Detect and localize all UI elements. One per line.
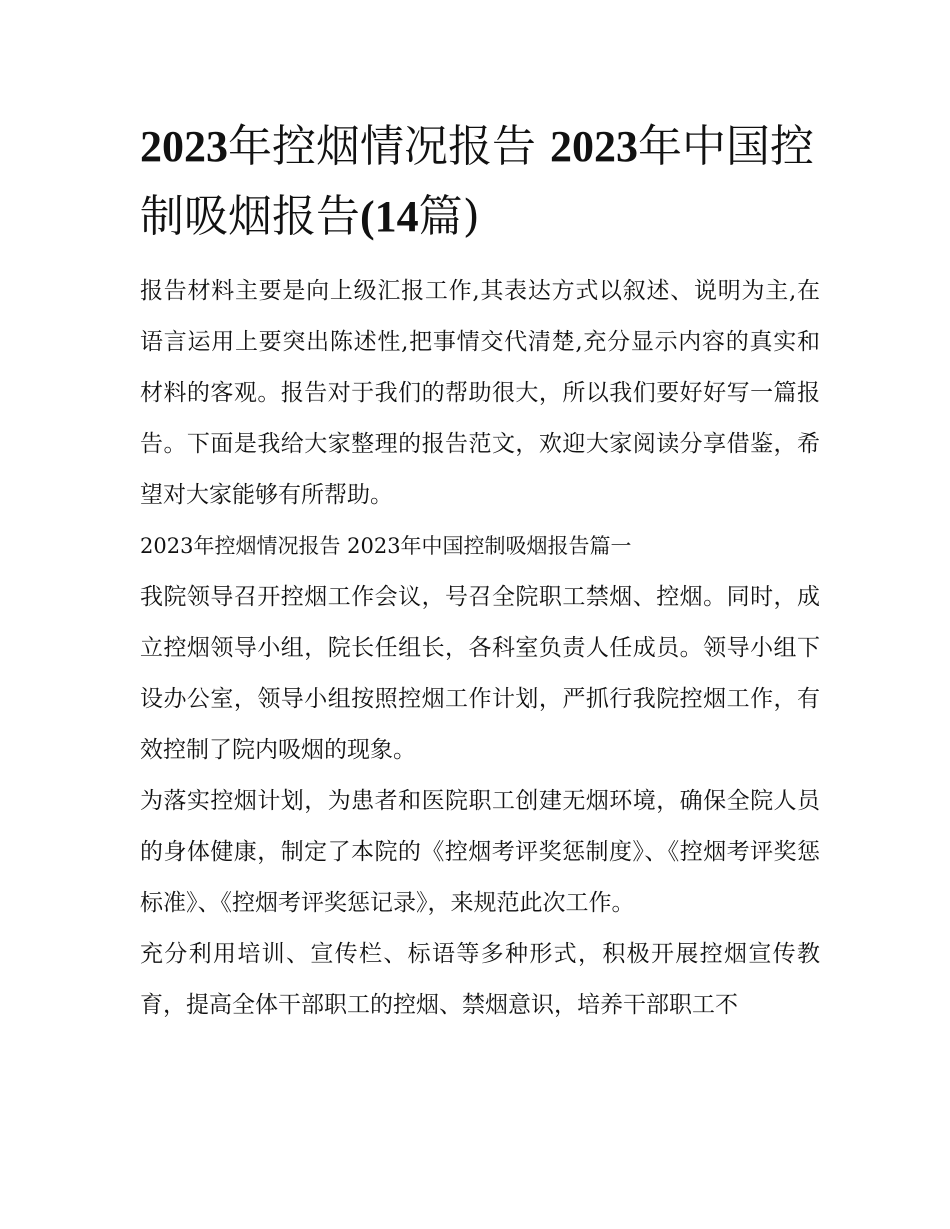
title-text-1: 年控烟情况报告 [228,121,536,172]
body-paragraph-2: 为落实控烟计划，为患者和医院职工创建无烟环境，确保全院人员的身体健康，制定了本院的《控烟考评奖惩制度》、《控烟考评奖惩标准》、《控烟考评奖惩记录》，来规范此次工作。 [140,788,820,916]
title-text-2: 年中国控制吸烟报告 [140,121,814,242]
title-year-2: 2023 [550,122,638,171]
intro-paragraph: 报告材料主要是向上级汇报工作,其表达方式以叙述、说明为主,在语言运用上要突出陈述性,把事情交代清楚,充分显示内容的真实和材料的客观。报告对于我们的帮助很大，所以我们要好好写一篇报告。下面是我给大家整理的报告范文，欢迎大家阅读分享借鉴，希望对大家能够有所帮助。 [140,278,820,508]
section-heading: 2023年控烟情况报告 2023年中国控制吸烟报告篇一 [140,534,632,558]
body-paragraph-3: 充分利用培训、宣传栏、标语等多种形式，积极开展控烟宣传教育，提高全体干部职工的控烟、禁烟意识，培养干部职工不 [140,941,820,1018]
document-title [140,112,820,252]
body-paragraph-1: 我院领导召开控烟工作会议，号召全院职工禁烟、控烟。同时，成立控烟领导小组，院长任组长，各科室负责人任成员。领导小组下设办公室，领导小组按照控烟工作计划，严抓行我院控烟工作，有效控制了院内吸烟的现象。 [140,584,820,763]
title-year-1: 2023 [140,122,228,171]
title-text-3: 篇) [418,191,480,242]
title-count: (14 [360,192,419,241]
document-page [140,112,820,1031]
